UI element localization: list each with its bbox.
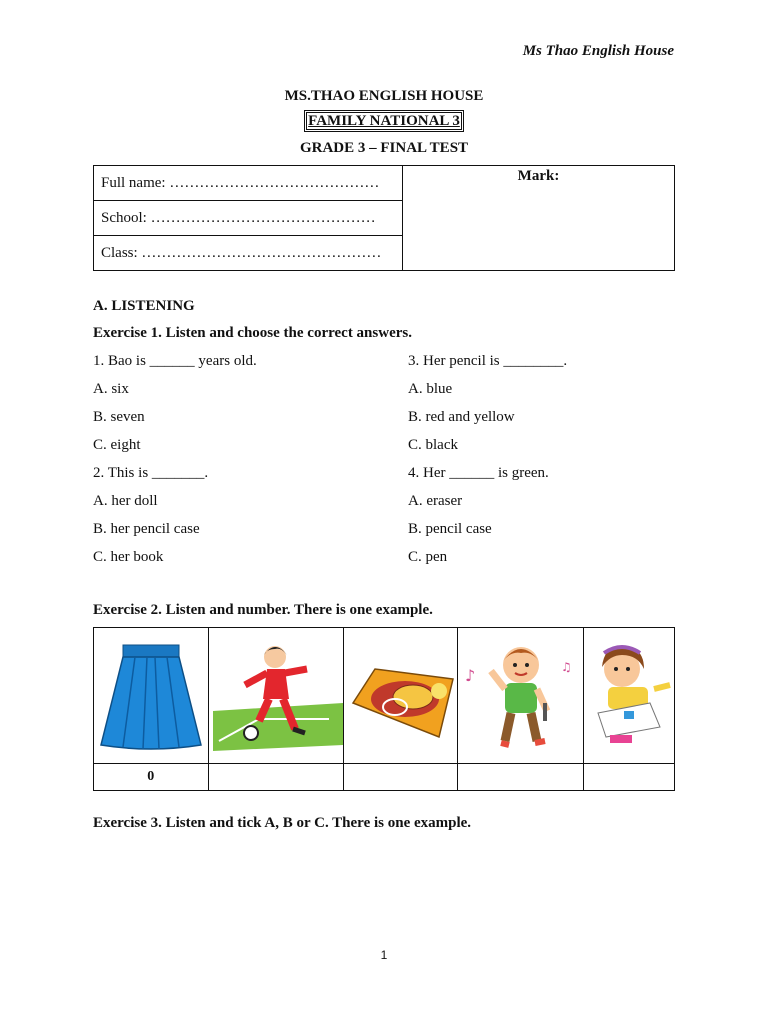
exercise2-picture-table [93,627,675,791]
school-field[interactable]: School: ……………………………………… [94,201,403,236]
q1-option-a[interactable]: A. six [93,381,129,397]
header-note: Ms Thao English House [522,43,674,59]
answer-cell-3[interactable] [344,764,458,791]
q4-option-a[interactable]: A. eraser [408,493,463,509]
q3-option-c[interactable]: C. black [408,437,458,453]
rug-icon [347,641,455,751]
picture-skirt [94,628,209,764]
svg-text:♫: ♫ [560,659,572,674]
q3-option-b[interactable]: B. red and yellow [408,409,515,425]
mark-box[interactable]: Mark: [403,166,675,271]
full-name-field[interactable]: Full name: …………………………………… [94,166,403,201]
q1-option-b[interactable]: B. seven [93,409,145,425]
section-a-heading: A. LISTENING [93,298,195,314]
exercise3-title: Exercise 3. Listen and tick A, B or C. There is one example. [93,815,472,831]
series-title-text: FAMILY NATIONAL 3 [308,113,460,129]
page-number: 1 [380,948,388,962]
q1-question: 1. Bao is ______ years old. [93,353,257,369]
q3-option-a[interactable]: A. blue [408,381,453,397]
boy-singing-icon [461,641,581,751]
picture-girl-drawing [583,628,674,764]
q2-option-a[interactable]: A. her doll [93,493,158,509]
svg-text:♪: ♪ [464,665,475,685]
picture-rug [344,628,458,764]
q3-question: 3. Her pencil is ________. [408,353,568,369]
exercise2-title: Exercise 2. Listen and number. There is one example. [93,602,433,618]
q4-option-b[interactable]: B. pencil case [408,521,492,537]
q2-question: 2. This is _______. [93,465,209,481]
test-title: GRADE 3 – FINAL TEST [299,140,469,156]
answer-cell-5[interactable] [583,764,674,791]
skirt-icon [97,641,205,751]
picture-girl-football [208,628,344,764]
q1-option-c[interactable]: C. eight [93,437,141,453]
girl-playing-football-icon [209,641,343,751]
picture-boy-singing [458,628,584,764]
student-info-table [93,165,675,271]
exercise1-title: Exercise 1. Listen and choose the correct answers. [93,325,412,341]
answer-cell-2[interactable] [208,764,344,791]
q2-option-b[interactable]: B. her pencil case [93,521,200,537]
q4-question: 4. Her ______ is green. [408,465,549,481]
answer-cell-4[interactable] [458,764,584,791]
girl-drawing-icon [584,641,674,751]
answer-cell-1[interactable]: 0 [94,764,209,791]
school-title: MS.THAO ENGLISH HOUSE [284,88,484,104]
q4-option-c[interactable]: C. pen [408,549,448,565]
q2-option-c[interactable]: C. her book [93,549,164,565]
series-title [0,113,768,130]
class-field[interactable]: Class: ………………………………………… [94,236,403,271]
